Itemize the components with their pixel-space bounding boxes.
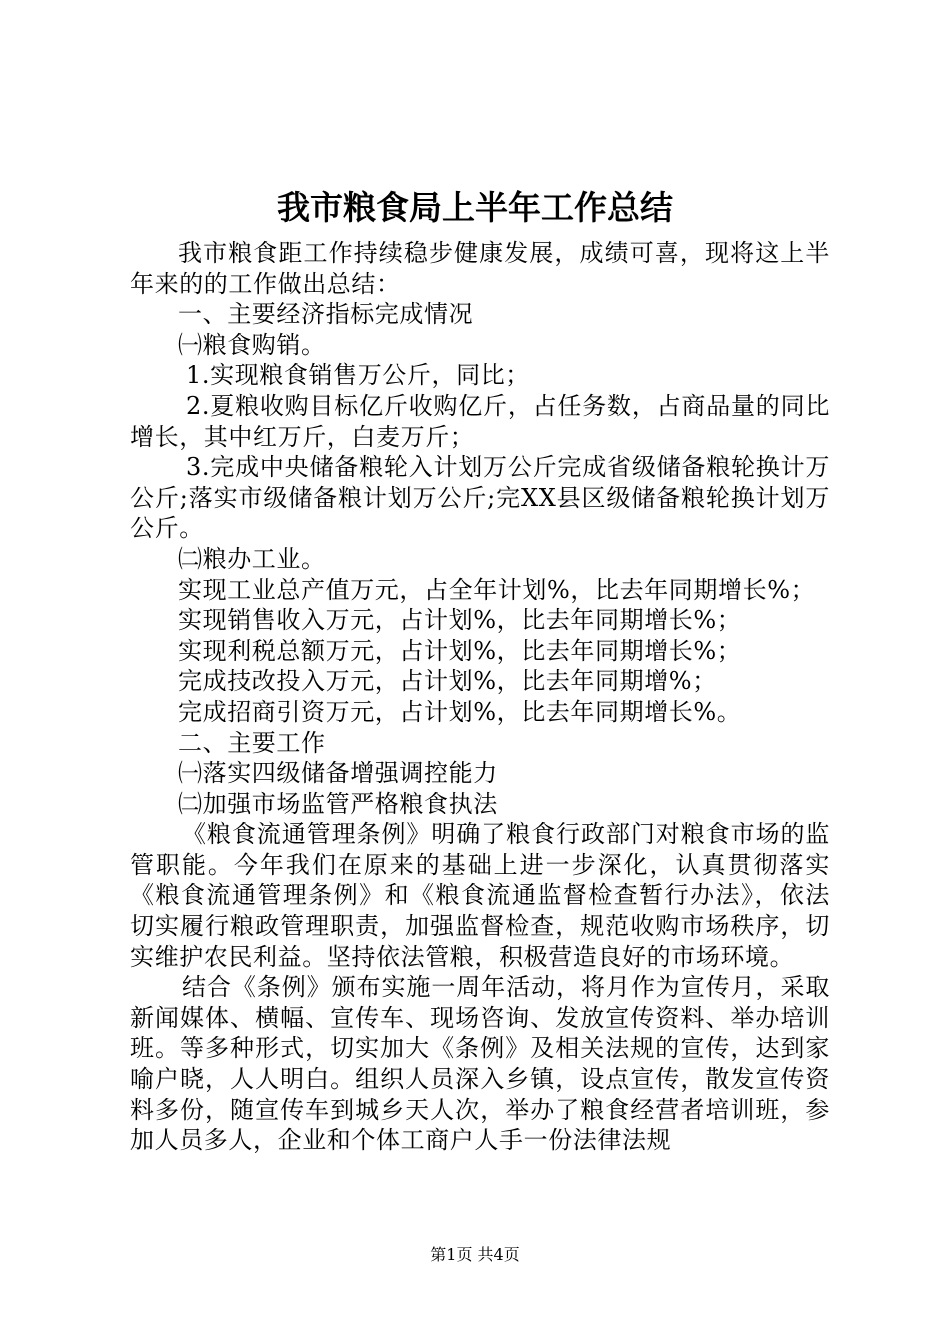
subsection-heading: ㈠落实四级储备增强调控能力	[178, 759, 498, 788]
list-item: 3.完成中央储备粮轮入计划万公斤完成省级储备粮轮换计万公斤;落实市级储备粮计划万公斤;完XX县区级储备粮轮换计划万公斤。	[130, 453, 830, 543]
paragraph: 实现利税总额万元，占计划%，比去年同期增长%；	[178, 636, 742, 665]
list-item: 1.实现粮食销售万公斤，同比；	[186, 361, 530, 390]
paragraph: 我市粮食距工作持续稳步健康发展，成绩可喜，现将这上半年来的的工作做出总结：	[130, 239, 830, 298]
paragraph: 实现工业总产值万元，占全年计划%，比去年同期增长%；	[178, 575, 816, 604]
page-title: 我市粮食局上半年工作总结	[277, 188, 673, 227]
section-heading: 二、主要工作	[178, 728, 326, 757]
subsection-heading: ㈠粮食购销。	[178, 330, 326, 359]
paragraph: 完成技改投入万元，占计划%，比去年同期增%；	[178, 667, 717, 696]
paragraph: 完成招商引资万元，占计划%，比去年同期增长%。	[178, 697, 742, 726]
paragraph: 实现销售收入万元，占计划%，比去年同期增长%；	[178, 606, 742, 635]
document-body	[130, 238, 830, 1156]
subsection-heading: ㈡粮办工业。	[178, 544, 326, 573]
paragraph: 结合《条例》颁布实施一周年活动，将月作为宣传月，采取新闻媒体、横幅、宣传车、现场咨询、发放宣传资料、举办培训班。等多种形式，切实加大《条例》及相关法规的宣传，达到家喻户晓，人人明白。组织人员深入乡镇，设点宣传，散发宣传资料多份，随宣传车到城乡天人次，举办了粮食经营者培训班，参加人员多人，企业和个体工商户人手一份法律法规	[130, 973, 830, 1155]
list-item: 2.夏粮收购目标亿斤收购亿斤，占任务数，占商品量的同比增长，其中红万斤，白麦万斤；	[130, 391, 830, 451]
section-heading: 一、主要经济指标完成情况	[178, 300, 474, 329]
subsection-heading: ㈡加强市场监管严格粮食执法	[178, 789, 498, 818]
paragraph: 《粮食流通管理条例》明确了粮食行政部门对粮食市场的监管职能。今年我们在原来的基础上进一步深化，认真贯彻落实《粮食流通管理条例》和《粮食流通监督检查暂行办法》，依法切实履行粮政管理职责，加强监督检查，规范收购市场秩序，切实维护农民利益。坚持依法管粮，积极营造良好的市场环境。	[130, 820, 830, 971]
page-number-footer: 第1页 共4页	[430, 1245, 520, 1264]
